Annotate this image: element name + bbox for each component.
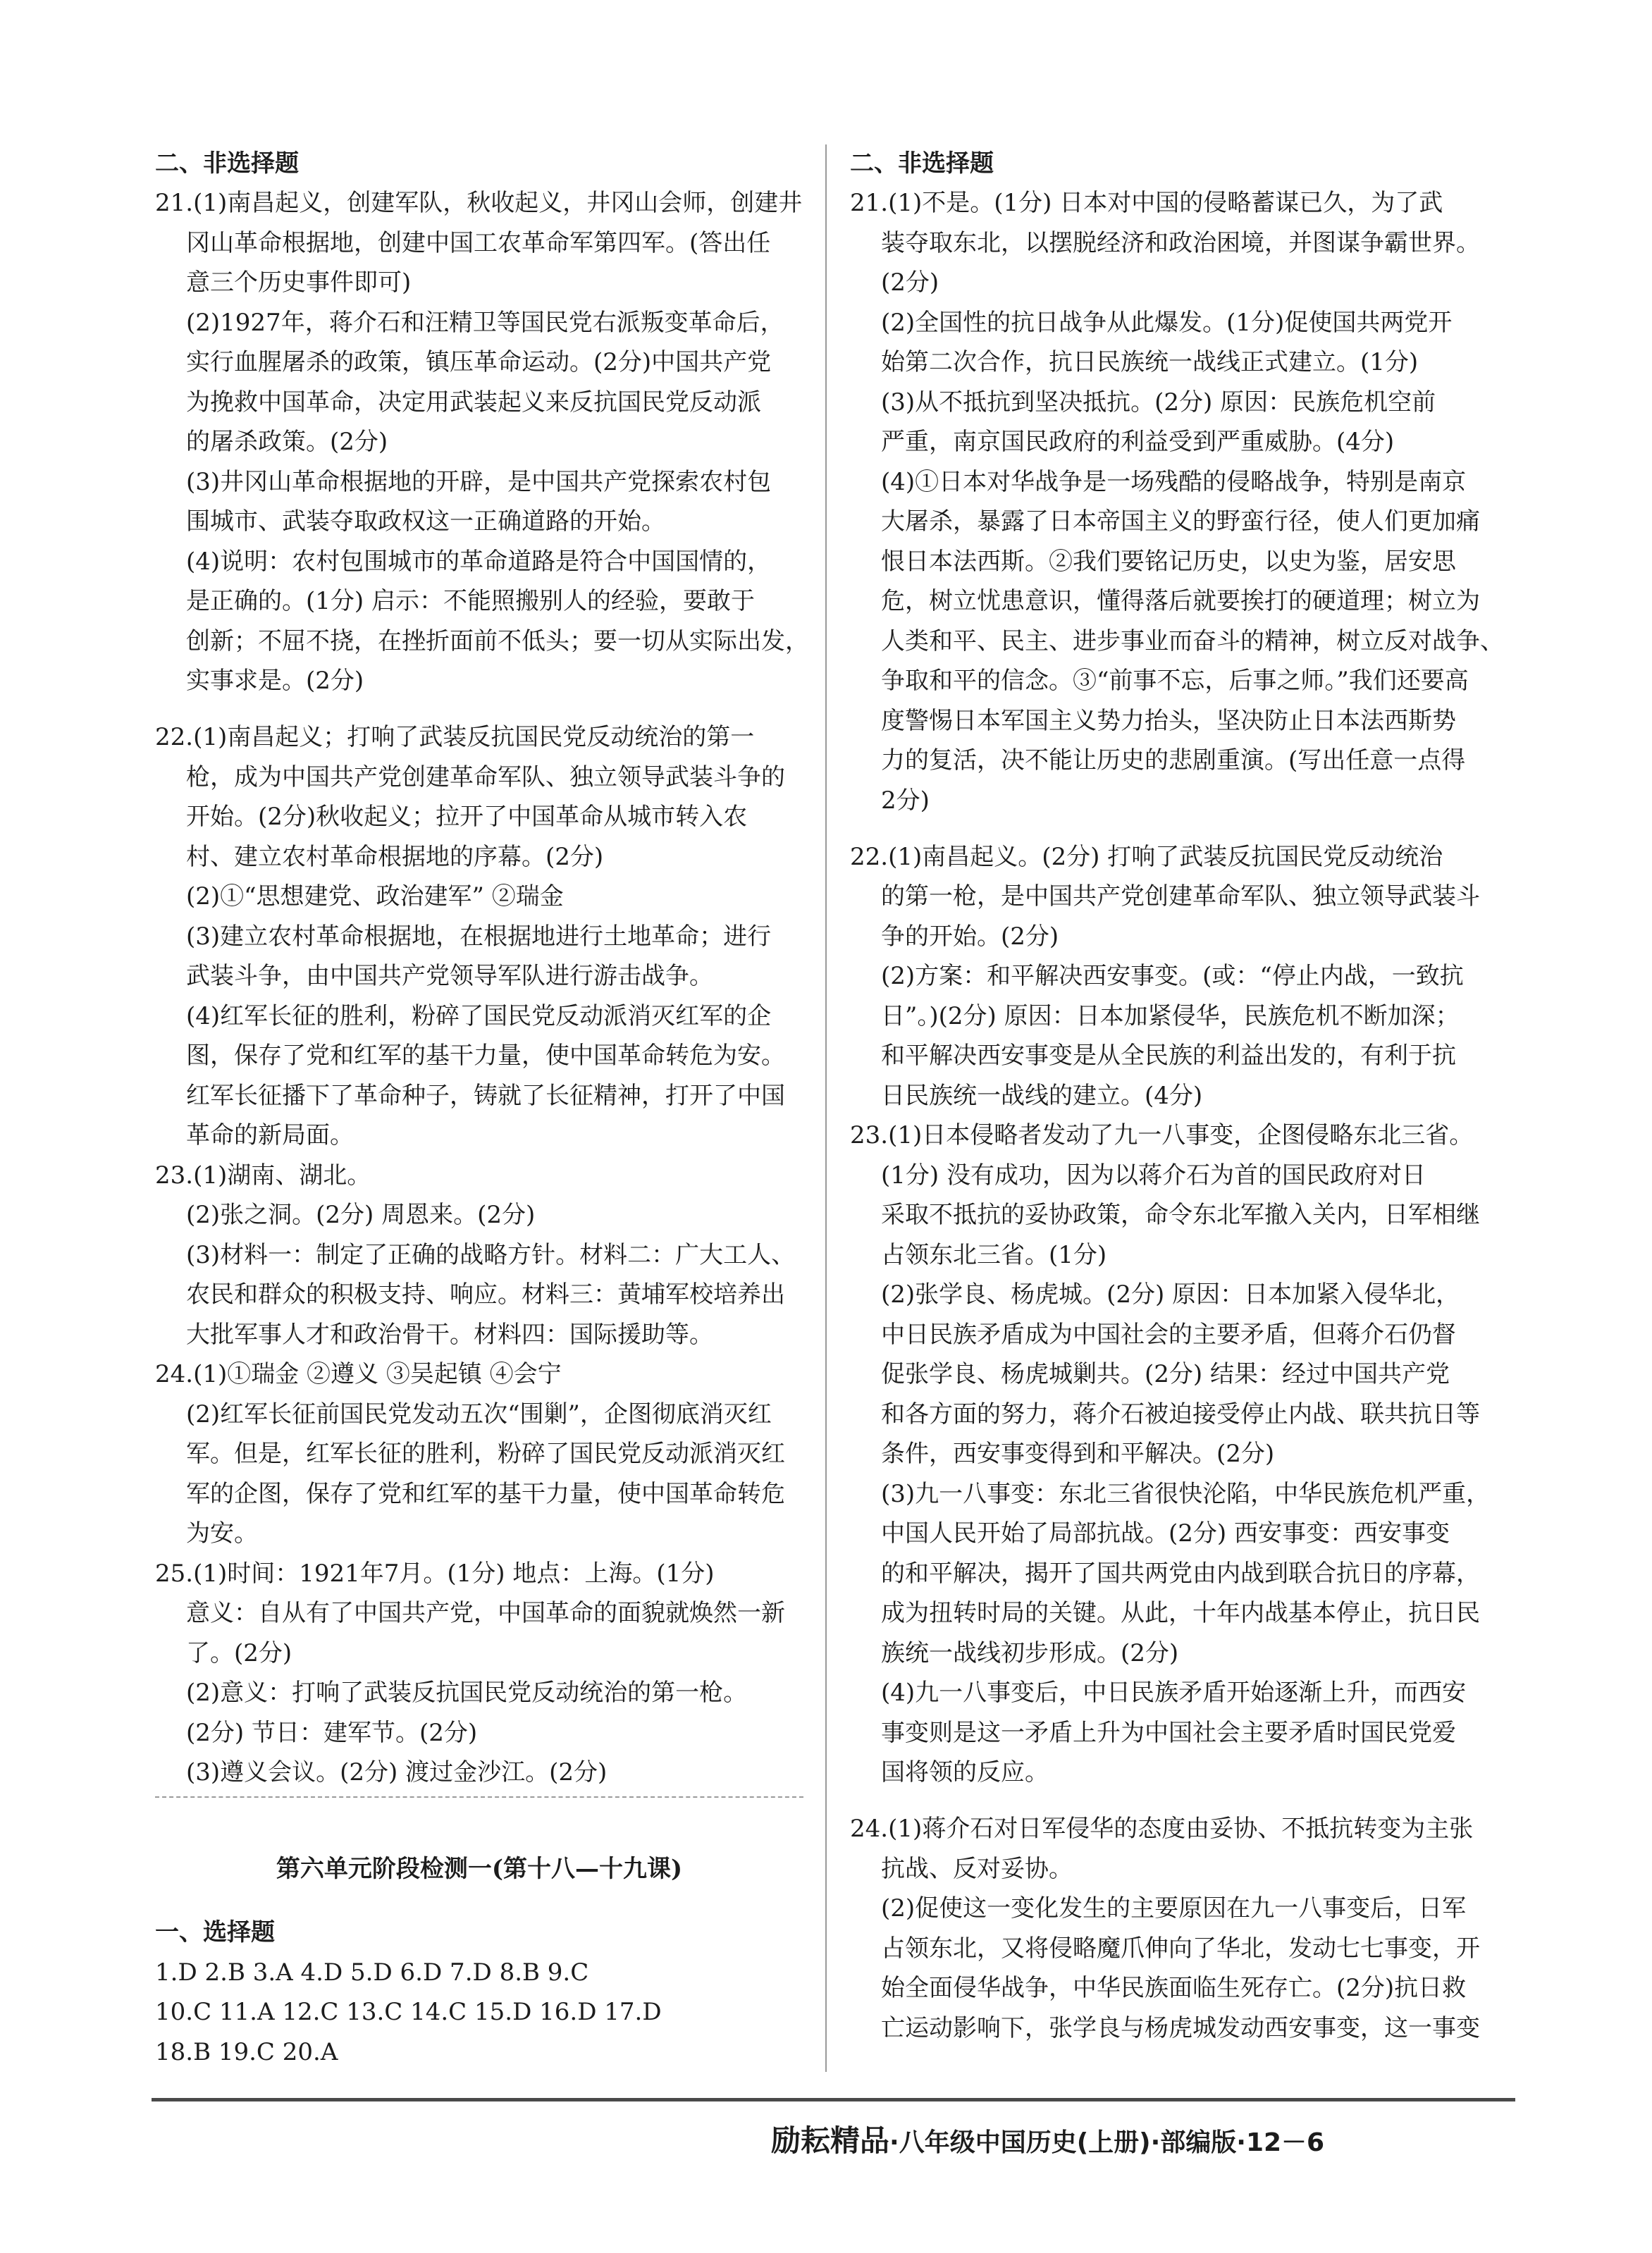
text-line: (1分) 没有成功，因为以蒋介石为首的国民政府对日 [881, 1161, 1426, 1190]
text-line: 村、建立农村革命根据地的序幕。(2分) [186, 843, 604, 871]
text-line: 恨日本法西斯。②我们要铭记历史，以史为鉴，居安思 [881, 548, 1456, 576]
text-line: (2)意义：打响了武装反抗国民党反动统治的第一枪。 [186, 1679, 748, 1707]
text-line: 实事求是。(2分) [186, 667, 364, 695]
text-line: 军。但是，红军长征的胜利，粉碎了国民党反动派消灭红 [186, 1440, 785, 1468]
text-line: 大批军事人才和政治骨干。材料四：国际援助等。 [186, 1321, 713, 1349]
text-line: (2)张学良、杨虎城。(2分) 原因：日本加紧入侵华北， [881, 1280, 1460, 1309]
section-separator [155, 1796, 803, 1798]
text-line: 农民和群众的积极支持、响应。材料三：黄埔军校培养出 [186, 1280, 785, 1309]
text-line: (3)从不抵抗到坚决抵抗。(2分) 原因：民族危机空前 [881, 388, 1436, 416]
text-line: 25.(1)时间：1921年7月。(1分) 地点：上海。(1分) [155, 1560, 715, 1588]
text-line: (3)九一八事变：东北三省很快沦陷，中华民族危机严重， [881, 1480, 1491, 1508]
text-line: (4)红军长征的胜利，粉碎了国民党反动派消灭红军的企 [186, 1002, 772, 1030]
text-line: 18.B 19.C 20.A [155, 2038, 338, 2066]
text-line: 1.D 2.B 3.A 4.D 5.D 6.D 7.D 8.B 9.C [155, 1958, 589, 1987]
section-heading: 一、选择题 [155, 1918, 275, 1946]
text-line: 争的开始。(2分) [881, 922, 1059, 951]
text-line: 22.(1)南昌起义。(2分) 打响了武装反抗国民党反动统治 [850, 843, 1443, 871]
text-line: 实行血腥屠杀的政策，镇压革命运动。(2分)中国共产党 [186, 348, 772, 376]
text-line: 的屠杀政策。(2分) [186, 428, 388, 456]
text-line: 2分) [881, 786, 930, 815]
text-line: 是正确的。(1分) 启示：不能照搬别人的经验，要敢于 [186, 587, 755, 615]
text-line: 度警惕日本军国主义势力抬头，坚决防止日本法西斯势 [881, 707, 1456, 735]
text-line: (2)方案：和平解决西安事变。(或：“停止内战，一致抗 [881, 962, 1464, 990]
text-line: 围城市、武装夺取政权这一正确道路的开始。 [186, 507, 665, 536]
text-line: (4)九一八事变后，中日民族矛盾开始逐渐上升，而西安 [881, 1679, 1467, 1707]
text-line: 占领东北，又将侵略魔爪伸向了华北，发动七七事变，开 [881, 1934, 1480, 1963]
text-line: 革命的新局面。 [186, 1121, 354, 1149]
text-line: (2)张之洞。(2分) 周恩来。(2分) [186, 1201, 536, 1229]
text-line: (2)促使这一变化发生的主要原因在九一八事变后，日军 [881, 1894, 1467, 1922]
text-line: 人类和平、民主、进步事业而奋斗的精神，树立反对战争、 [881, 627, 1504, 655]
text-line: 图，保存了党和红军的基干力量，使中国革命转危为安。 [186, 1042, 785, 1070]
text-line: (3)建立农村革命根据地，在根据地进行土地革命；进行 [186, 922, 772, 951]
text-line: (3)井冈山革命根据地的开辟，是中国共产党探索农村包 [186, 468, 772, 496]
text-line: 为挽救中国革命，决定用武装起义来反抗国民党反动派 [186, 388, 761, 416]
text-line: 的第一枪，是中国共产党创建革命军队、独立领导武装斗 [881, 882, 1480, 911]
text-line: (2)1927年，蒋介石和汪精卫等国民党右派叛变革命后， [186, 309, 784, 337]
text-line: 成为扭转时局的关键。从此，十年内战基本停止，抗日民 [881, 1599, 1480, 1627]
text-line: 采取不抵抗的妥协政策，命令东北军撤入关内，日军相继 [881, 1201, 1480, 1229]
text-line: (3)材料一：制定了正确的战略方针。材料二：广大工人、 [186, 1241, 796, 1269]
text-line: 和平解决西安事变是从全民族的利益出发的，有利于抗 [881, 1042, 1456, 1070]
text-line: (2)全国性的抗日战争从此爆发。(1分)促使国共两党开 [881, 309, 1453, 337]
footer-brand: 励耘精品 [771, 2123, 890, 2158]
text-line: 始第二次合作，抗日民族统一战线正式建立。(1分) [881, 348, 1419, 376]
text-line: 创新；不屈不挠，在挫折面前不低头；要一切从实际出发， [186, 627, 809, 655]
text-line: 始全面侵华战争，中华民族面临生死存亡。(2分)抗日救 [881, 1974, 1467, 2002]
text-line: 了。(2分) [186, 1639, 292, 1667]
footer-rule [152, 2098, 1515, 2101]
text-line: 日”。)(2分) 原因：日本加紧侵华，民族危机不断加深； [881, 1002, 1460, 1030]
text-line: 促张学良、杨虎城剿共。(2分) 结果：经过中国共产党 [881, 1360, 1450, 1388]
text-line: 中日民族矛盾成为中国社会的主要矛盾，但蒋介石仍督 [881, 1321, 1456, 1349]
text-line: 抗战、反对妥协。 [881, 1855, 1073, 1883]
text-line: 冈山革命根据地，创建中国工农革命军第四军。(答出任 [186, 229, 771, 257]
text-line: (2分) 节日：建军节。(2分) [186, 1719, 478, 1747]
text-line: 占领东北三省。(1分) [881, 1241, 1107, 1269]
text-line: 军的企图，保存了党和红军的基干力量，使中国革命转危 [186, 1480, 785, 1508]
text-line: 危，树立忧患意识，懂得落后就要挨打的硬道理；树立为 [881, 587, 1480, 615]
text-line: 为安。 [186, 1519, 258, 1548]
text-line: 意三个历史事件即可) [186, 268, 412, 297]
text-line: 装夺取东北，以摆脱经济和政治困境，并图谋争霸世界。 [881, 229, 1480, 257]
text-line: 枪，成为中国共产党创建革命军队、独立领导武装斗争的 [186, 763, 785, 791]
text-line: 和各方面的努力，蒋介石被迫接受停止内战、联共抗日等 [881, 1400, 1480, 1428]
text-line: (2)①“思想建党、政治建军” ②瑞金 [186, 882, 564, 911]
text-line: 日民族统一战线的建立。(4分) [881, 1082, 1203, 1110]
text-line: 大屠杀，暴露了日本帝国主义的野蛮行径，使人们更加痛 [881, 507, 1480, 536]
page-footer [771, 2125, 1324, 2159]
text-line: 的和平解决，揭开了国共两党由内战到联合抗日的序幕， [881, 1560, 1480, 1588]
text-line: 武装斗争，由中国共产党领导军队进行游击战争。 [186, 962, 713, 990]
text-line: 国将领的反应。 [881, 1758, 1049, 1786]
footer-info: ·八年级中国历史(上册)·部编版·12－6 [889, 2128, 1325, 2157]
text-line: 24.(1)蒋介石对日军侵华的态度由妥协、不抵抗转变为主张 [850, 1815, 1474, 1843]
text-line: 开始。(2分)秋收起义；拉开了中国革命从城市转入农 [186, 803, 748, 831]
text-line: 意义：自从有了中国共产党，中国革命的面貌就焕然一新 [186, 1599, 785, 1627]
text-line: 族统一战线初步形成。(2分) [881, 1639, 1179, 1667]
text-line: 争取和平的信念。③“前事不忘，后事之师。”我们还要高 [881, 667, 1469, 695]
section-heading: 第六单元阶段检测一(第十八—十九课) [276, 1855, 683, 1883]
text-line: 21.(1)不是。(1分) 日本对中国的侵略蓄谋已久，为了武 [850, 189, 1443, 217]
column-divider [825, 144, 827, 2072]
text-line: 21.(1)南昌起义，创建军队，秋收起义，井冈山会师，创建井 [155, 189, 803, 217]
text-line: (4)①日本对华战争是一场残酷的侵略战争，特别是南京 [881, 468, 1467, 496]
text-line: 22.(1)南昌起义；打响了武装反抗国民党反动统治的第一 [155, 723, 755, 751]
text-line: (3)遵义会议。(2分) 渡过金沙江。(2分) [186, 1758, 608, 1786]
text-line: 力的复活，决不能让历史的悲剧重演。(写出任意一点得 [881, 746, 1466, 774]
text-line: 条件，西安事变得到和平解决。(2分) [881, 1440, 1275, 1468]
text-line: 红军长征播下了革命种子，铸就了长征精神，打开了中国 [186, 1082, 785, 1110]
text-line: 严重，南京国民政府的利益受到严重威胁。(4分) [881, 428, 1395, 456]
section-heading: 二、非选择题 [155, 149, 299, 178]
text-line: 23.(1)湖南、湖北。 [155, 1161, 371, 1190]
text-line: 23.(1)日本侵略者发动了九一八事变，企图侵略东北三省。 [850, 1121, 1474, 1149]
text-line: 24.(1)①瑞金 ②遵义 ③吴起镇 ④会宁 [155, 1360, 562, 1388]
section-heading: 二、非选择题 [850, 149, 994, 178]
text-line: 事变则是这一矛盾上升为中国社会主要矛盾时国民党爱 [881, 1719, 1456, 1747]
text-line: (4)说明：农村包围城市的革命道路是符合中国国情的， [186, 548, 772, 576]
text-line: 10.C 11.A 12.C 13.C 14.C 15.D 16.D 17.D [155, 1998, 662, 2026]
text-line: (2分) [881, 268, 939, 297]
text-line: 中国人民开始了局部抗战。(2分) 西安事变：西安事变 [881, 1519, 1450, 1548]
text-line: (2)红军长征前国民党发动五次“围剿”，企图彻底消灭红 [186, 1400, 772, 1428]
text-line: 亡运动影响下，张学良与杨虎城发动西安事变，这一事变 [881, 2014, 1480, 2042]
